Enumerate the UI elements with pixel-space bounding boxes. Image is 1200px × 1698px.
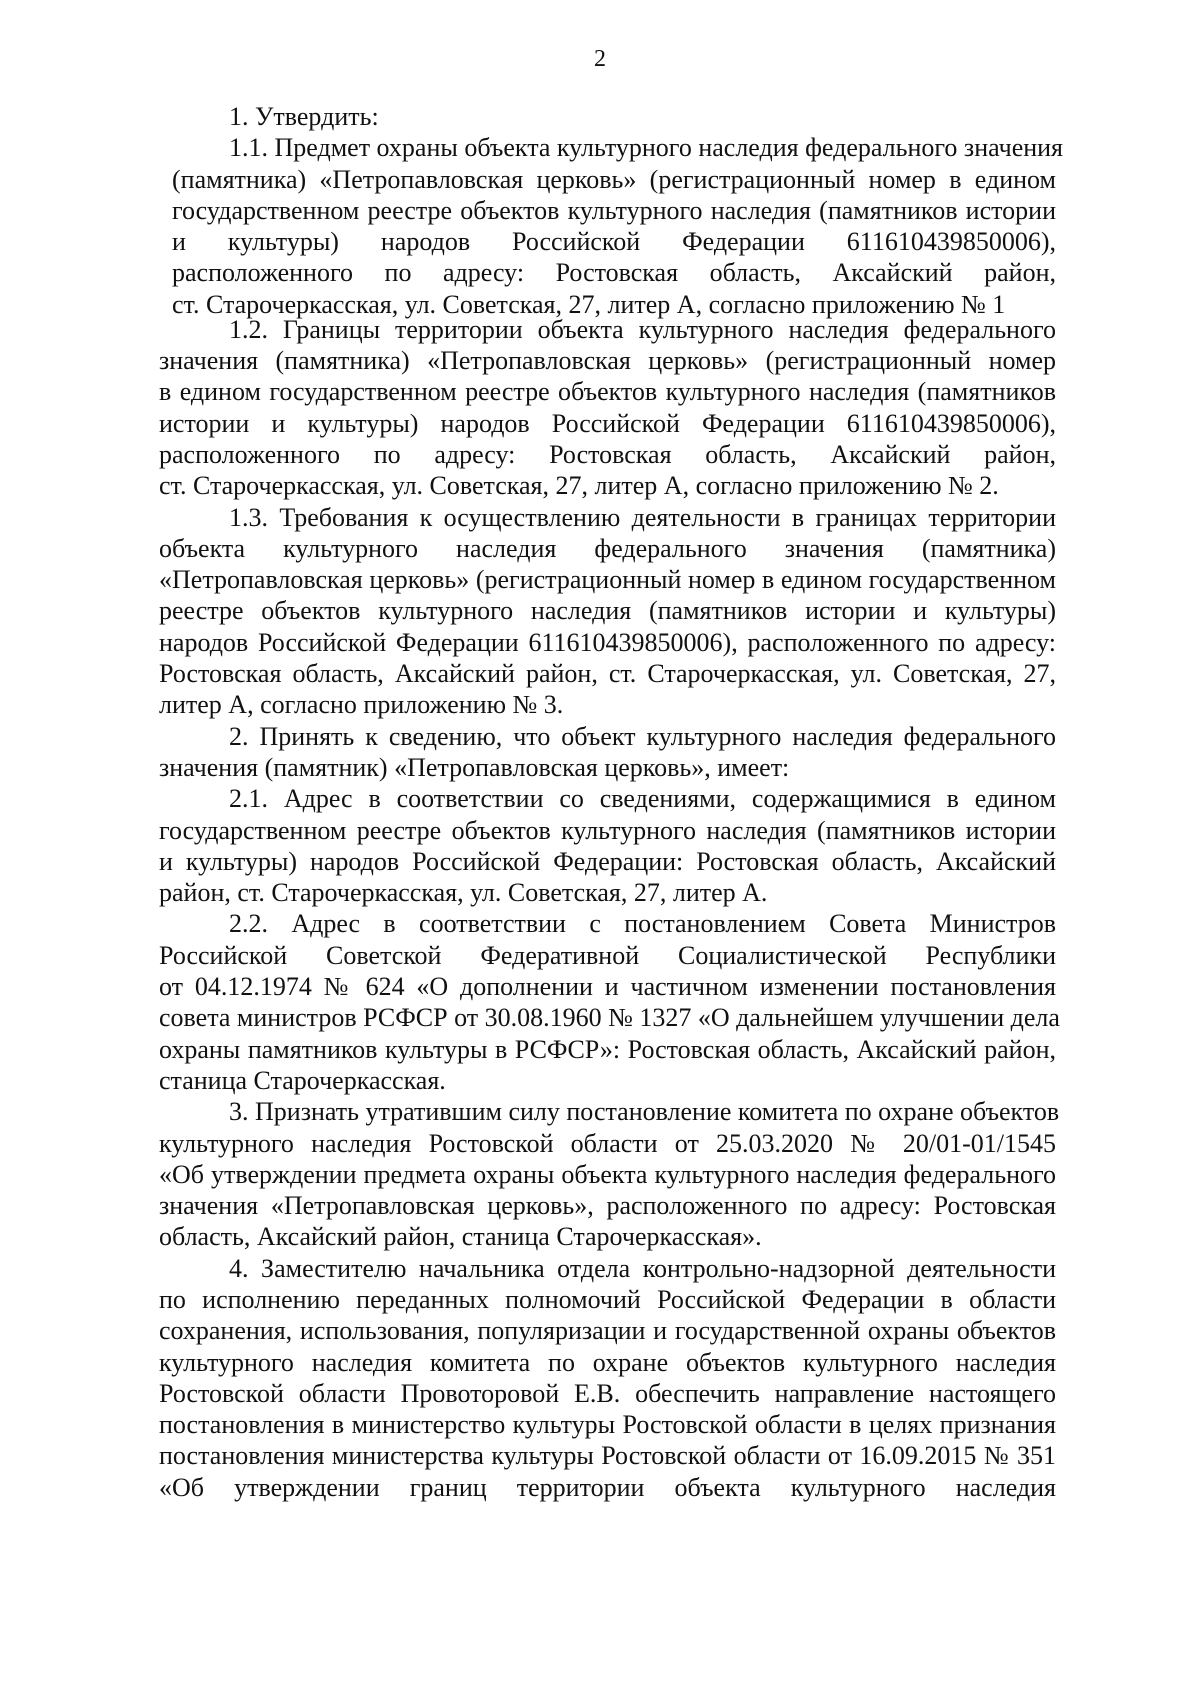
paragraph-3-line: область, Аксайский район, станица Старочеркасская».: [159, 1222, 762, 1252]
paragraph-1-2-line: значения (памятника) «Петропавловская церковь» (регистрационный номер: [159, 346, 1056, 376]
paragraph-2-line: 2. Принять к сведению, что объект культурного наследия федерального: [229, 721, 1056, 751]
document-body-continued: [159, 314, 1060, 1503]
paragraph-2-1-line: государственном реестре объектов культурного наследия (памятников истории: [159, 815, 1056, 845]
paragraph-3-line: 3. Признать утратившим силу постановление комитета по охране объектов: [229, 1097, 1060, 1127]
paragraph-1-1-line: государственном реестре объектов культурного наследия (памятников истории: [172, 195, 1056, 225]
paragraph-1-2-line: ст. Старочеркасская, ул. Советская, 27, литер А, согласно приложению № 2.: [159, 471, 999, 501]
paragraph-4-line: Ростовской области Провоторовой Е.В. обеспечить направление настоящего: [159, 1378, 1056, 1408]
paragraph-1-3-line: реестре объектов культурного наследия (памятников истории и культуры): [159, 596, 1056, 626]
paragraph-1-1-line: и культуры) народов Российской Федерации 611610439850006),: [172, 227, 1056, 257]
paragraph-4-line: постановления в министерство культуры Ростовской области в целях признания: [159, 1410, 1056, 1440]
paragraph-1-3-line: объекта культурного наследия федерального значения (памятника): [159, 533, 1056, 563]
paragraph-4-line: сохранения, использования, популяризации и государственной охраны объектов: [159, 1316, 1056, 1346]
paragraph-2-1-line: район, ст. Старочеркасская, ул. Советская, 27, литер А.: [159, 878, 768, 908]
paragraph-1-1-line: расположенного по адресу: Ростовская область, Аксайский район,: [172, 258, 1056, 288]
paragraph-1-2-line: истории и культуры) народов Российской Федерации 611610439850006),: [159, 408, 1056, 438]
paragraph-2-2-line: станица Старочеркасская.: [159, 1065, 446, 1095]
paragraph-4-line: постановления министерства культуры Ростовской области от 16.09.2015 № 351: [159, 1441, 1056, 1471]
paragraph-2-2-line: совета министров РСФСР от 30.08.1960 № 1327 «О дальнейшем улучшении дела: [159, 1003, 1060, 1033]
paragraph-2-1-line: и культуры) народов Российской Федерации: Ростовская область, Аксайский: [159, 846, 1056, 876]
paragraph-1-1-line: ст. Старочеркасская, ул. Советская, 27, литер А, согласно приложению № 1: [172, 289, 1006, 319]
paragraph-1-1-line: (памятника) «Петропавловская церковь» (регистрационный номер в едином: [172, 164, 1056, 194]
paragraph-1-2-line: расположенного по адресу: Ростовская область, Аксайский район,: [159, 439, 1056, 469]
paragraph-2-2-line: Российской Советской Федеративной Социалистической Республики: [159, 940, 1056, 970]
paragraph-1-3-line: народов Российской Федерации 611610439850006), расположенного по адресу:: [159, 627, 1056, 657]
paragraph-3-line: культурного наследия Ростовской области от 25.03.2020 № 20/01-01/1545: [159, 1128, 1056, 1158]
paragraph-4-line: культурного наследия комитета по охране объектов культурного наследия: [159, 1347, 1056, 1377]
paragraph-4-line: «Об утверждении границ территории объекта культурного наследия: [159, 1472, 1056, 1502]
paragraph-1-2-line: в едином государственном реестре объектов культурного наследия (памятников: [159, 377, 1056, 407]
paragraph-4-line: 4. Заместителю начальника отдела контрольно-надзорной деятельности: [229, 1253, 1056, 1283]
paragraph-1-2-line: 1.2. Границы территории объекта культурного наследия федерального: [229, 314, 1056, 344]
paragraph-2-line: значения (памятник) «Петропавловская церковь», имеет:: [159, 752, 790, 782]
paragraph-1-3-line: 1.3. Требования к осуществлению деятельности в границах территории: [229, 502, 1056, 532]
paragraph-1-3-line: Ростовская область, Аксайский район, ст. Старочеркасская, ул. Советская, 27,: [159, 659, 1056, 689]
paragraph-1-3-line: «Петропавловская церковь» (регистрационный номер в едином государственном: [159, 565, 1056, 595]
paragraph-2-2-line: 2.2. Адрес в соответствии с постановлением Совета Министров: [229, 909, 1056, 939]
page-number: 2: [594, 46, 606, 72]
paragraph-4-line: по исполнению переданных полномочий Российской Федерации в области: [159, 1285, 1056, 1314]
section-1-heading: 1. Утвердить:: [229, 102, 379, 131]
paragraph-1-1-line: 1.1. Предмет охраны объекта культурного наследия федерального значения: [229, 133, 1064, 163]
document-body: [172, 101, 1064, 320]
paragraph-1-3-line: литер А, согласно приложению № 3.: [159, 690, 564, 720]
paragraph-3-line: «Об утверждении предмета охраны объекта культурного наследия федерального: [159, 1159, 1056, 1189]
paragraph-2-2-line: охраны памятников культуры в РСФСР»: Ростовская область, Аксайский район,: [159, 1034, 1056, 1064]
paragraph-3-line: значения «Петропавловская церковь», расположенного по адресу: Ростовская: [159, 1191, 1056, 1221]
paragraph-2-2-line: от 04.12.1974 № 624 «О дополнении и частичном изменении постановления: [159, 972, 1056, 1002]
paragraph-2-1-line: 2.1. Адрес в соответствии со сведениями, содержащимися в едином: [229, 784, 1056, 814]
